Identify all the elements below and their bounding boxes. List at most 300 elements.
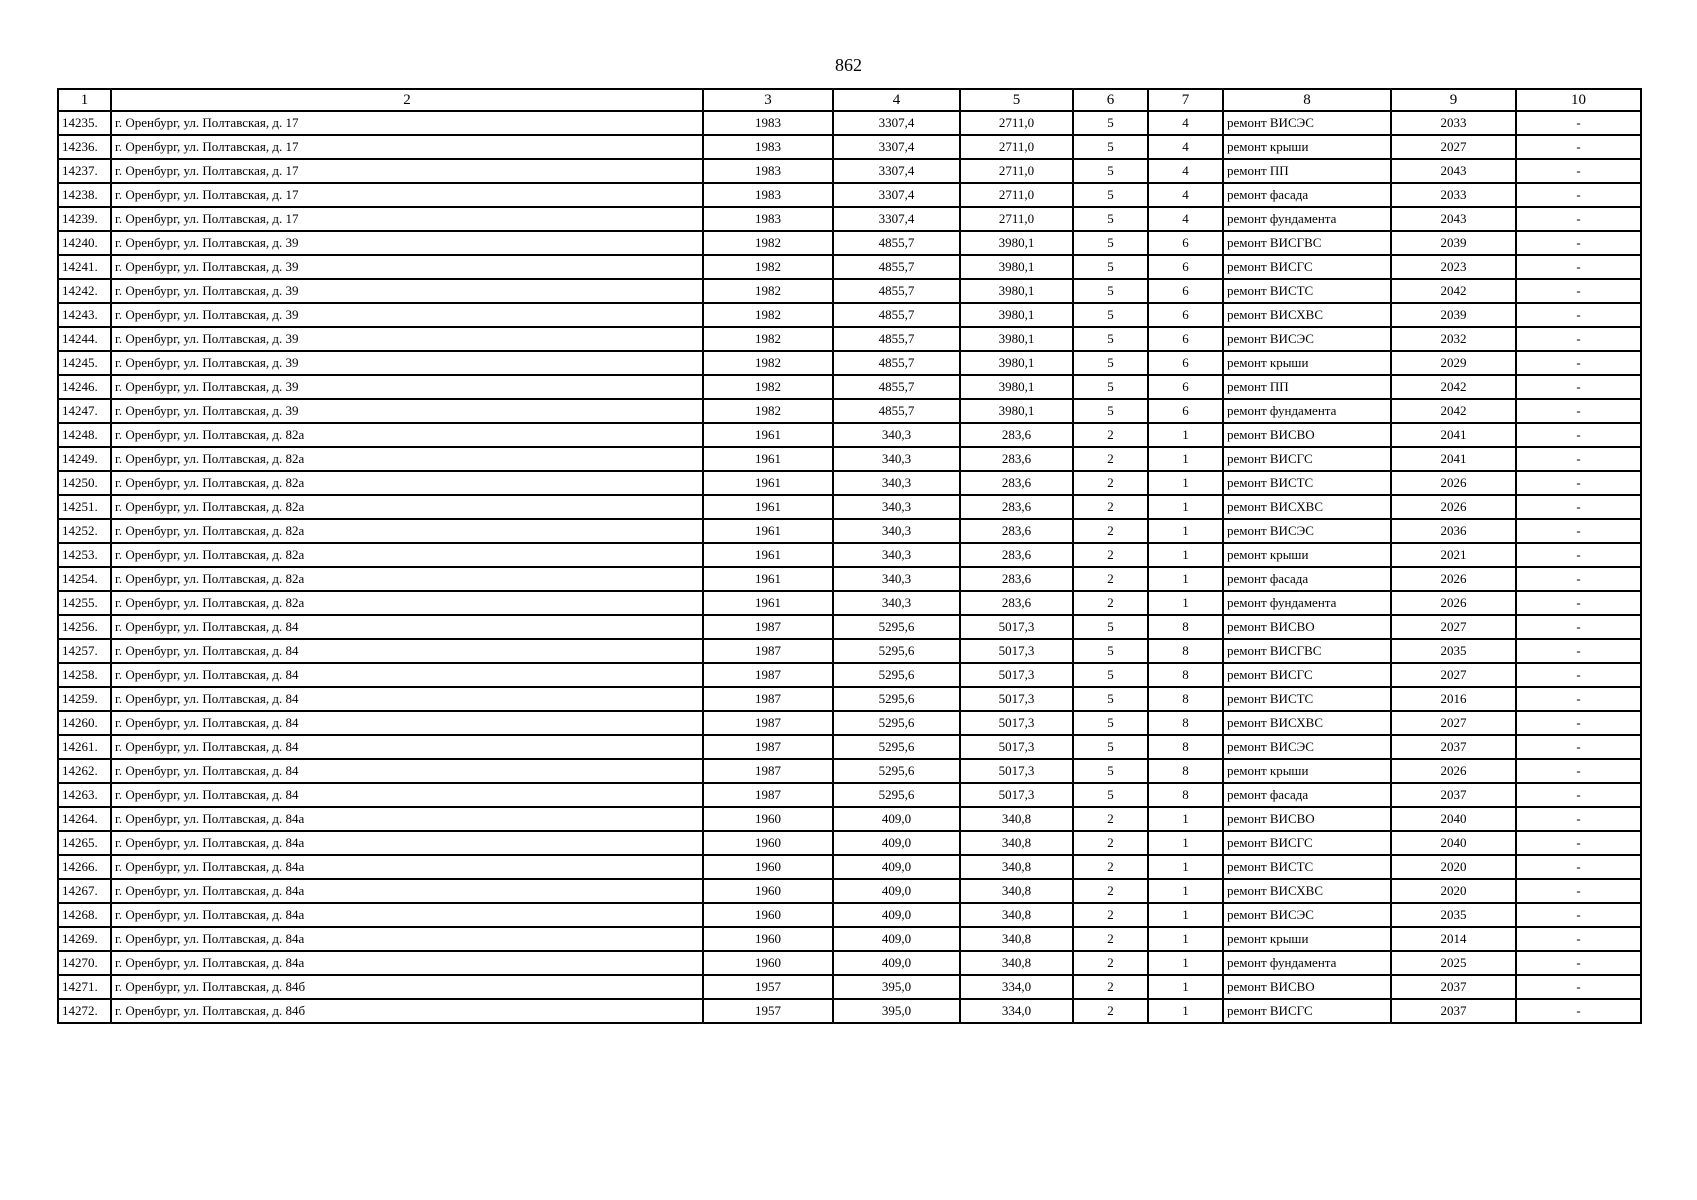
planned-year-cell: 2027 (1391, 663, 1516, 687)
table-row (58, 207, 1641, 231)
total-area-cell: 4855,7 (833, 327, 960, 351)
year-built-cell: 1961 (703, 543, 833, 567)
work-type-cell: ремонт фундамента (1223, 591, 1391, 615)
table-row (58, 303, 1641, 327)
planned-year-cell: 2033 (1391, 183, 1516, 207)
year-built-cell: 1982 (703, 351, 833, 375)
residential-area-cell: 5017,3 (960, 639, 1073, 663)
total-area-cell: 5295,6 (833, 663, 960, 687)
row-number-cell: 14237. (58, 159, 111, 183)
table-row (58, 399, 1641, 423)
floors-cell: 2 (1073, 519, 1148, 543)
total-area-cell: 4855,7 (833, 351, 960, 375)
total-area-cell: 409,0 (833, 879, 960, 903)
column-10-cell: - (1516, 327, 1641, 351)
row-number-cell: 14263. (58, 783, 111, 807)
work-type-cell: ремонт ВИСГВС (1223, 639, 1391, 663)
year-built-cell: 1987 (703, 687, 833, 711)
work-type-cell: ремонт фасада (1223, 567, 1391, 591)
residential-area-cell: 2711,0 (960, 135, 1073, 159)
address-cell: г. Оренбург, ул. Полтавская, д. 17 (111, 183, 703, 207)
address-cell: г. Оренбург, ул. Полтавская, д. 84 (111, 615, 703, 639)
total-area-cell: 4855,7 (833, 255, 960, 279)
residential-area-cell: 3980,1 (960, 375, 1073, 399)
column-header: 1 (58, 89, 111, 111)
year-built-cell: 1987 (703, 783, 833, 807)
column-10-cell: - (1516, 231, 1641, 255)
year-built-cell: 1961 (703, 495, 833, 519)
table-row (58, 183, 1641, 207)
table-row (58, 735, 1641, 759)
year-built-cell: 1983 (703, 135, 833, 159)
floors-cell: 2 (1073, 903, 1148, 927)
planned-year-cell: 2043 (1391, 207, 1516, 231)
column-10-cell: - (1516, 903, 1641, 927)
page-number: 862 (835, 55, 862, 75)
floors-cell: 2 (1073, 879, 1148, 903)
floors-cell: 2 (1073, 447, 1148, 471)
table-row (58, 663, 1641, 687)
residential-area-cell: 2711,0 (960, 111, 1073, 135)
planned-year-cell: 2041 (1391, 447, 1516, 471)
row-number-cell: 14242. (58, 279, 111, 303)
floors-cell: 5 (1073, 159, 1148, 183)
residential-area-cell: 283,6 (960, 447, 1073, 471)
work-type-cell: ремонт ВИСВО (1223, 807, 1391, 831)
entrances-cell: 1 (1148, 447, 1223, 471)
planned-year-cell: 2042 (1391, 399, 1516, 423)
floors-cell: 5 (1073, 615, 1148, 639)
year-built-cell: 1987 (703, 735, 833, 759)
total-area-cell: 4855,7 (833, 231, 960, 255)
column-10-cell: - (1516, 303, 1641, 327)
table-row (58, 159, 1641, 183)
row-number-cell: 14266. (58, 855, 111, 879)
entrances-cell: 6 (1148, 327, 1223, 351)
total-area-cell: 340,3 (833, 567, 960, 591)
work-type-cell: ремонт ВИСГС (1223, 447, 1391, 471)
column-10-cell: - (1516, 975, 1641, 999)
residential-area-cell: 340,8 (960, 807, 1073, 831)
residential-area-cell: 3980,1 (960, 231, 1073, 255)
floors-cell: 2 (1073, 831, 1148, 855)
column-10-cell: - (1516, 351, 1641, 375)
year-built-cell: 1982 (703, 399, 833, 423)
planned-year-cell: 2036 (1391, 519, 1516, 543)
address-cell: г. Оренбург, ул. Полтавская, д. 39 (111, 231, 703, 255)
floors-cell: 2 (1073, 999, 1148, 1023)
row-number-cell: 14251. (58, 495, 111, 519)
total-area-cell: 5295,6 (833, 711, 960, 735)
table-row (58, 423, 1641, 447)
year-built-cell: 1960 (703, 855, 833, 879)
address-cell: г. Оренбург, ул. Полтавская, д. 84а (111, 831, 703, 855)
column-header: 10 (1516, 89, 1641, 111)
total-area-cell: 4855,7 (833, 399, 960, 423)
row-number-cell: 14241. (58, 255, 111, 279)
floors-cell: 5 (1073, 399, 1148, 423)
work-type-cell: ремонт фундамента (1223, 399, 1391, 423)
row-number-cell: 14269. (58, 927, 111, 951)
residential-area-cell: 283,6 (960, 519, 1073, 543)
address-cell: г. Оренбург, ул. Полтавская, д. 84а (111, 927, 703, 951)
work-type-cell: ремонт крыши (1223, 135, 1391, 159)
work-type-cell: ремонт ПП (1223, 375, 1391, 399)
total-area-cell: 409,0 (833, 927, 960, 951)
entrances-cell: 6 (1148, 399, 1223, 423)
address-cell: г. Оренбург, ул. Полтавская, д. 82а (111, 495, 703, 519)
repair-schedule-table (57, 88, 1642, 1024)
column-10-cell: - (1516, 423, 1641, 447)
entrances-cell: 1 (1148, 855, 1223, 879)
floors-cell: 2 (1073, 951, 1148, 975)
work-type-cell: ремонт фасада (1223, 183, 1391, 207)
total-area-cell: 340,3 (833, 591, 960, 615)
planned-year-cell: 2039 (1391, 231, 1516, 255)
column-10-cell: - (1516, 279, 1641, 303)
entrances-cell: 8 (1148, 639, 1223, 663)
entrances-cell: 1 (1148, 975, 1223, 999)
year-built-cell: 1957 (703, 975, 833, 999)
address-cell: г. Оренбург, ул. Полтавская, д. 39 (111, 399, 703, 423)
entrances-cell: 1 (1148, 951, 1223, 975)
table-body (58, 111, 1641, 1023)
year-built-cell: 1957 (703, 999, 833, 1023)
table-row (58, 831, 1641, 855)
header-row (58, 89, 1641, 111)
work-type-cell: ремонт ВИСЭС (1223, 327, 1391, 351)
table-row (58, 639, 1641, 663)
planned-year-cell: 2029 (1391, 351, 1516, 375)
table-row (58, 999, 1641, 1023)
row-number-cell: 14257. (58, 639, 111, 663)
total-area-cell: 3307,4 (833, 111, 960, 135)
residential-area-cell: 340,8 (960, 927, 1073, 951)
address-cell: г. Оренбург, ул. Полтавская, д. 82а (111, 471, 703, 495)
total-area-cell: 5295,6 (833, 735, 960, 759)
row-number-cell: 14245. (58, 351, 111, 375)
column-10-cell: - (1516, 999, 1641, 1023)
planned-year-cell: 2026 (1391, 495, 1516, 519)
residential-area-cell: 340,8 (960, 951, 1073, 975)
table-row (58, 879, 1641, 903)
planned-year-cell: 2037 (1391, 999, 1516, 1023)
planned-year-cell: 2043 (1391, 159, 1516, 183)
address-cell: г. Оренбург, ул. Полтавская, д. 84а (111, 807, 703, 831)
column-10-cell: - (1516, 927, 1641, 951)
column-10-cell: - (1516, 807, 1641, 831)
table-row (58, 279, 1641, 303)
column-10-cell: - (1516, 399, 1641, 423)
table-row (58, 855, 1641, 879)
row-number-cell: 14248. (58, 423, 111, 447)
residential-area-cell: 340,8 (960, 855, 1073, 879)
work-type-cell: ремонт ВИСВО (1223, 423, 1391, 447)
table-row (58, 591, 1641, 615)
floors-cell: 5 (1073, 231, 1148, 255)
column-10-cell: - (1516, 495, 1641, 519)
table-row (58, 687, 1641, 711)
entrances-cell: 1 (1148, 903, 1223, 927)
address-cell: г. Оренбург, ул. Полтавская, д. 39 (111, 327, 703, 351)
residential-area-cell: 5017,3 (960, 663, 1073, 687)
address-cell: г. Оренбург, ул. Полтавская, д. 17 (111, 111, 703, 135)
table-row (58, 231, 1641, 255)
total-area-cell: 340,3 (833, 447, 960, 471)
entrances-cell: 1 (1148, 471, 1223, 495)
floors-cell: 5 (1073, 759, 1148, 783)
planned-year-cell: 2026 (1391, 591, 1516, 615)
address-cell: г. Оренбург, ул. Полтавская, д. 39 (111, 375, 703, 399)
year-built-cell: 1982 (703, 231, 833, 255)
planned-year-cell: 2037 (1391, 975, 1516, 999)
year-built-cell: 1983 (703, 111, 833, 135)
work-type-cell: ремонт ВИСХВС (1223, 495, 1391, 519)
floors-cell: 5 (1073, 183, 1148, 207)
address-cell: г. Оренбург, ул. Полтавская, д. 84б (111, 975, 703, 999)
year-built-cell: 1987 (703, 639, 833, 663)
floors-cell: 2 (1073, 927, 1148, 951)
work-type-cell: ремонт ВИСЭС (1223, 735, 1391, 759)
entrances-cell: 8 (1148, 687, 1223, 711)
residential-area-cell: 5017,3 (960, 783, 1073, 807)
work-type-cell: ремонт ВИСХВС (1223, 879, 1391, 903)
table-row (58, 351, 1641, 375)
floors-cell: 5 (1073, 303, 1148, 327)
row-number-cell: 14238. (58, 183, 111, 207)
table-row (58, 927, 1641, 951)
residential-area-cell: 283,6 (960, 423, 1073, 447)
total-area-cell: 3307,4 (833, 207, 960, 231)
residential-area-cell: 340,8 (960, 879, 1073, 903)
planned-year-cell: 2026 (1391, 471, 1516, 495)
planned-year-cell: 2026 (1391, 567, 1516, 591)
entrances-cell: 8 (1148, 783, 1223, 807)
year-built-cell: 1960 (703, 927, 833, 951)
column-header: 2 (111, 89, 703, 111)
planned-year-cell: 2037 (1391, 735, 1516, 759)
table-row (58, 447, 1641, 471)
address-cell: г. Оренбург, ул. Полтавская, д. 84б (111, 999, 703, 1023)
floors-cell: 5 (1073, 735, 1148, 759)
table-row (58, 903, 1641, 927)
total-area-cell: 5295,6 (833, 615, 960, 639)
address-cell: г. Оренбург, ул. Полтавская, д. 39 (111, 255, 703, 279)
year-built-cell: 1961 (703, 519, 833, 543)
floors-cell: 2 (1073, 471, 1148, 495)
address-cell: г. Оренбург, ул. Полтавская, д. 39 (111, 303, 703, 327)
floors-cell: 5 (1073, 687, 1148, 711)
total-area-cell: 409,0 (833, 903, 960, 927)
residential-area-cell: 3980,1 (960, 279, 1073, 303)
total-area-cell: 395,0 (833, 999, 960, 1023)
total-area-cell: 409,0 (833, 951, 960, 975)
column-10-cell: - (1516, 207, 1641, 231)
column-10-cell: - (1516, 639, 1641, 663)
address-cell: г. Оренбург, ул. Полтавская, д. 84а (111, 855, 703, 879)
residential-area-cell: 340,8 (960, 903, 1073, 927)
table-row (58, 135, 1641, 159)
planned-year-cell: 2016 (1391, 687, 1516, 711)
column-10-cell: - (1516, 879, 1641, 903)
work-type-cell: ремонт ВИСЭС (1223, 519, 1391, 543)
table-row (58, 111, 1641, 135)
column-10-cell: - (1516, 567, 1641, 591)
column-10-cell: - (1516, 159, 1641, 183)
column-10-cell: - (1516, 615, 1641, 639)
column-10-cell: - (1516, 135, 1641, 159)
residential-area-cell: 3980,1 (960, 399, 1073, 423)
work-type-cell: ремонт ВИСВО (1223, 615, 1391, 639)
residential-area-cell: 334,0 (960, 999, 1073, 1023)
year-built-cell: 1987 (703, 759, 833, 783)
work-type-cell: ремонт ВИСТС (1223, 279, 1391, 303)
entrances-cell: 1 (1148, 927, 1223, 951)
column-header: 3 (703, 89, 833, 111)
work-type-cell: ремонт ВИСГС (1223, 831, 1391, 855)
entrances-cell: 1 (1148, 495, 1223, 519)
floors-cell: 5 (1073, 783, 1148, 807)
residential-area-cell: 3980,1 (960, 255, 1073, 279)
row-number-cell: 14265. (58, 831, 111, 855)
work-type-cell: ремонт ВИСХВС (1223, 711, 1391, 735)
row-number-cell: 14272. (58, 999, 111, 1023)
column-10-cell: - (1516, 591, 1641, 615)
total-area-cell: 3307,4 (833, 183, 960, 207)
planned-year-cell: 2040 (1391, 807, 1516, 831)
entrances-cell: 1 (1148, 879, 1223, 903)
year-built-cell: 1982 (703, 279, 833, 303)
total-area-cell: 5295,6 (833, 783, 960, 807)
column-10-cell: - (1516, 783, 1641, 807)
residential-area-cell: 283,6 (960, 543, 1073, 567)
work-type-cell: ремонт ВИСТС (1223, 687, 1391, 711)
address-cell: г. Оренбург, ул. Полтавская, д. 84а (111, 903, 703, 927)
table-row (58, 615, 1641, 639)
column-10-cell: - (1516, 255, 1641, 279)
year-built-cell: 1961 (703, 471, 833, 495)
floors-cell: 5 (1073, 207, 1148, 231)
year-built-cell: 1960 (703, 831, 833, 855)
floors-cell: 2 (1073, 855, 1148, 879)
total-area-cell: 5295,6 (833, 759, 960, 783)
row-number-cell: 14264. (58, 807, 111, 831)
floors-cell: 2 (1073, 975, 1148, 999)
entrances-cell: 1 (1148, 567, 1223, 591)
floors-cell: 2 (1073, 495, 1148, 519)
residential-area-cell: 2711,0 (960, 207, 1073, 231)
year-built-cell: 1960 (703, 951, 833, 975)
floors-cell: 5 (1073, 279, 1148, 303)
residential-area-cell: 5017,3 (960, 615, 1073, 639)
work-type-cell: ремонт ВИСГС (1223, 663, 1391, 687)
table-row (58, 951, 1641, 975)
year-built-cell: 1961 (703, 591, 833, 615)
planned-year-cell: 2033 (1391, 111, 1516, 135)
entrances-cell: 1 (1148, 423, 1223, 447)
address-cell: г. Оренбург, ул. Полтавская, д. 84а (111, 951, 703, 975)
work-type-cell: ремонт фундамента (1223, 207, 1391, 231)
residential-area-cell: 5017,3 (960, 735, 1073, 759)
total-area-cell: 409,0 (833, 807, 960, 831)
floors-cell: 2 (1073, 807, 1148, 831)
entrances-cell: 1 (1148, 543, 1223, 567)
address-cell: г. Оренбург, ул. Полтавская, д. 17 (111, 159, 703, 183)
column-10-cell: - (1516, 375, 1641, 399)
address-cell: г. Оренбург, ул. Полтавская, д. 39 (111, 279, 703, 303)
work-type-cell: ремонт ВИСТС (1223, 855, 1391, 879)
planned-year-cell: 2035 (1391, 903, 1516, 927)
total-area-cell: 340,3 (833, 423, 960, 447)
year-built-cell: 1961 (703, 423, 833, 447)
year-built-cell: 1960 (703, 879, 833, 903)
table-row (58, 567, 1641, 591)
floors-cell: 5 (1073, 255, 1148, 279)
year-built-cell: 1987 (703, 711, 833, 735)
residential-area-cell: 3980,1 (960, 327, 1073, 351)
address-cell: г. Оренбург, ул. Полтавская, д. 82а (111, 567, 703, 591)
row-number-cell: 14262. (58, 759, 111, 783)
total-area-cell: 409,0 (833, 855, 960, 879)
address-cell: г. Оренбург, ул. Полтавская, д. 17 (111, 135, 703, 159)
address-cell: г. Оренбург, ул. Полтавская, д. 84 (111, 639, 703, 663)
work-type-cell: ремонт ВИСТС (1223, 471, 1391, 495)
floors-cell: 5 (1073, 351, 1148, 375)
work-type-cell: ремонт крыши (1223, 351, 1391, 375)
column-header: 5 (960, 89, 1073, 111)
address-cell: г. Оренбург, ул. Полтавская, д. 82а (111, 543, 703, 567)
floors-cell: 5 (1073, 375, 1148, 399)
planned-year-cell: 2032 (1391, 327, 1516, 351)
column-10-cell: - (1516, 183, 1641, 207)
year-built-cell: 1982 (703, 327, 833, 351)
column-header: 8 (1223, 89, 1391, 111)
column-header: 6 (1073, 89, 1148, 111)
entrances-cell: 1 (1148, 807, 1223, 831)
address-cell: г. Оренбург, ул. Полтавская, д. 17 (111, 207, 703, 231)
address-cell: г. Оренбург, ул. Полтавская, д. 82а (111, 519, 703, 543)
year-built-cell: 1983 (703, 159, 833, 183)
floors-cell: 2 (1073, 567, 1148, 591)
column-header: 9 (1391, 89, 1516, 111)
entrances-cell: 1 (1148, 999, 1223, 1023)
row-number-cell: 14260. (58, 711, 111, 735)
floors-cell: 5 (1073, 135, 1148, 159)
column-10-cell: - (1516, 111, 1641, 135)
total-area-cell: 340,3 (833, 495, 960, 519)
planned-year-cell: 2042 (1391, 375, 1516, 399)
entrances-cell: 6 (1148, 231, 1223, 255)
row-number-cell: 14258. (58, 663, 111, 687)
column-header: 7 (1148, 89, 1223, 111)
row-number-cell: 14246. (58, 375, 111, 399)
row-number-cell: 14270. (58, 951, 111, 975)
residential-area-cell: 3980,1 (960, 351, 1073, 375)
year-built-cell: 1987 (703, 663, 833, 687)
entrances-cell: 8 (1148, 615, 1223, 639)
address-cell: г. Оренбург, ул. Полтавская, д. 84 (111, 687, 703, 711)
work-type-cell: ремонт ВИСВО (1223, 975, 1391, 999)
entrances-cell: 4 (1148, 159, 1223, 183)
row-number-cell: 14268. (58, 903, 111, 927)
table-row (58, 471, 1641, 495)
row-number-cell: 14244. (58, 327, 111, 351)
year-built-cell: 1961 (703, 567, 833, 591)
floors-cell: 5 (1073, 663, 1148, 687)
address-cell: г. Оренбург, ул. Полтавская, д. 84 (111, 735, 703, 759)
floors-cell: 2 (1073, 591, 1148, 615)
entrances-cell: 4 (1148, 135, 1223, 159)
